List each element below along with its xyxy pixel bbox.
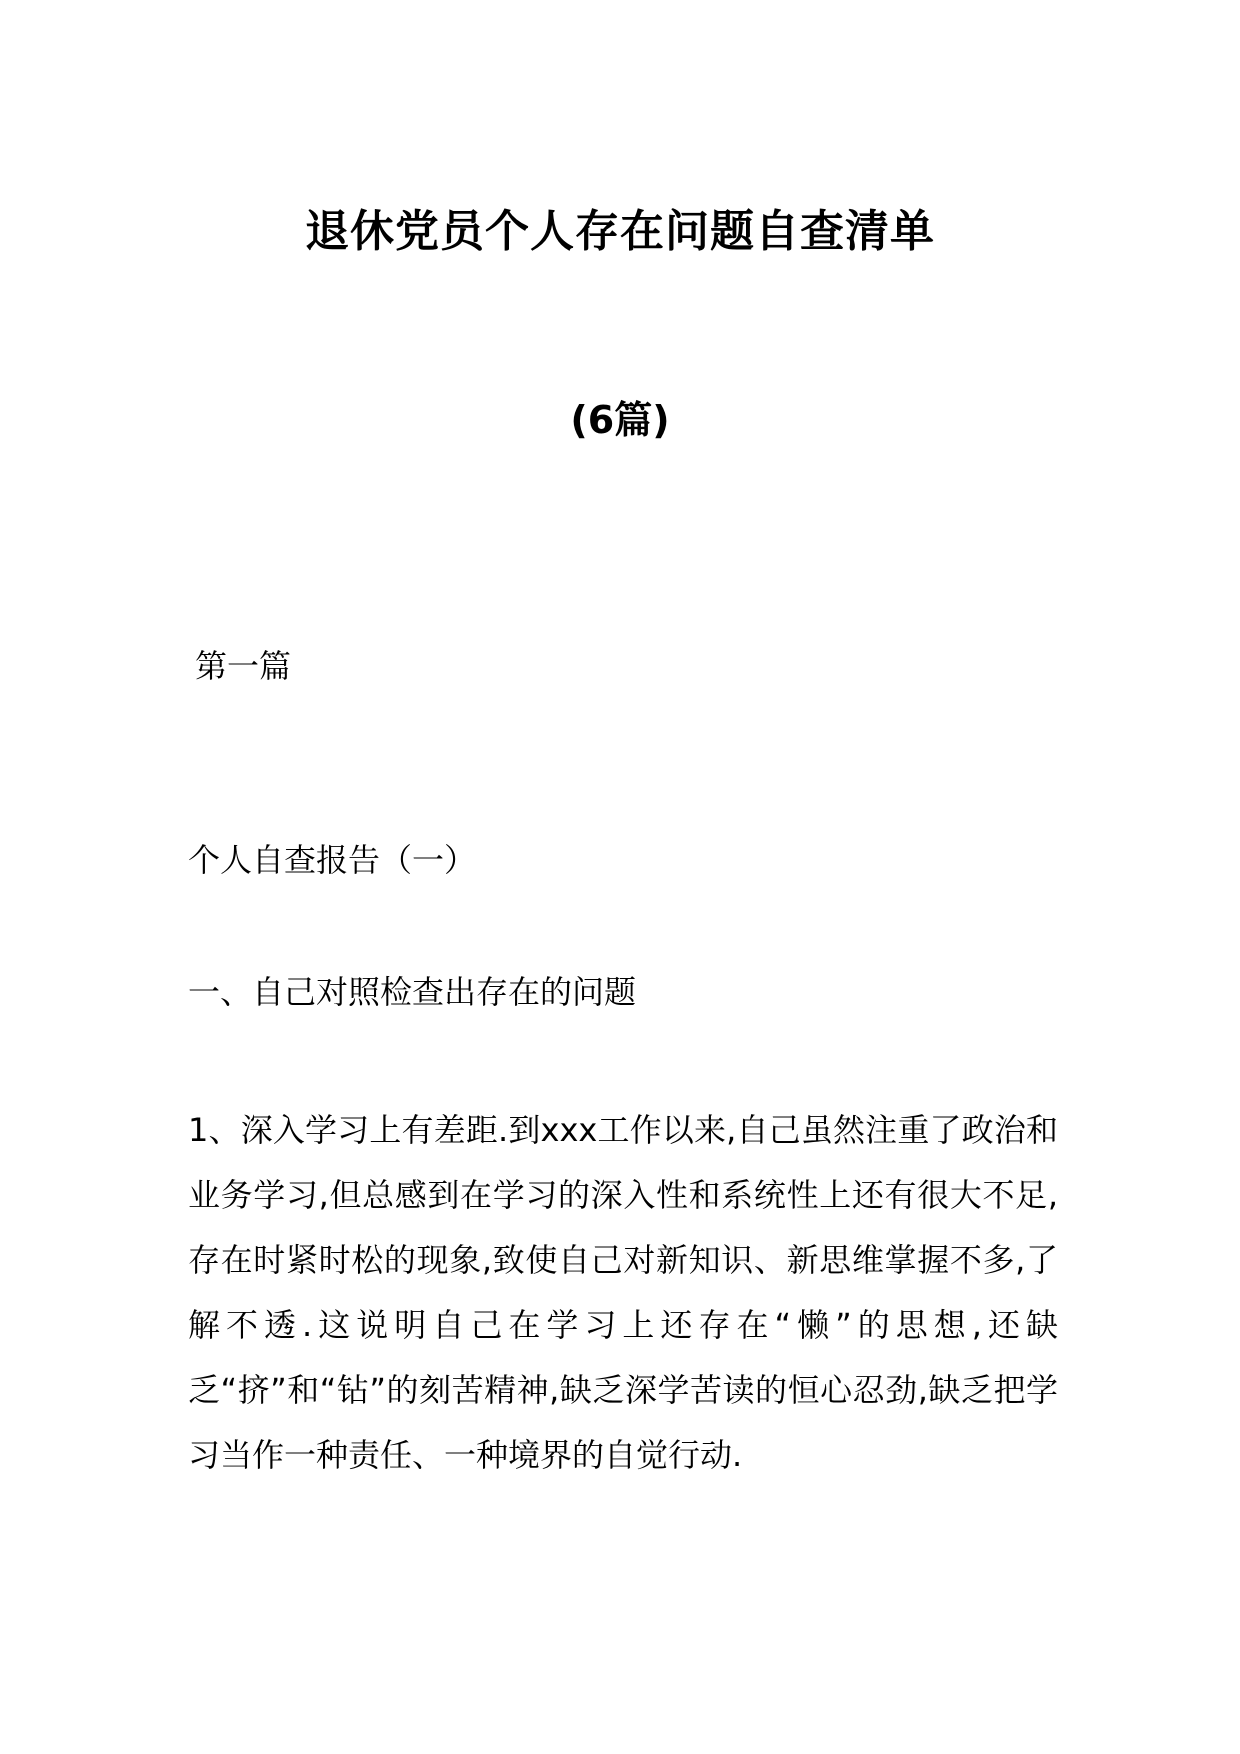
body-paragraph: 1、深入学习上有差距.到xxx工作以来,自己虽然注重了政治和业务学习,但总感到在学习的深入性和系统性上还有很大不足,存在时紧时松的现象,致使自己对新知识、新思维掌握不多,了解不透.这说明自己在学习上还存在“懒”的思想,还缺乏“挤”和“钻”的刻苦精神,缺乏深学苦读的恒心忍劲,缺乏把学习当作一种责任、一种境界的自觉行动. xyxy=(188,1111,1058,1474)
section-heading: 一、自己对照检查出存在的问题 xyxy=(188,973,637,1011)
document-subtitle: (6篇) xyxy=(570,398,670,442)
report-title: 个人自查报告（一） xyxy=(188,841,477,879)
part-label: 第一篇 xyxy=(195,647,292,685)
document-title: 退休党员个人存在问题自查清单 xyxy=(305,206,935,257)
